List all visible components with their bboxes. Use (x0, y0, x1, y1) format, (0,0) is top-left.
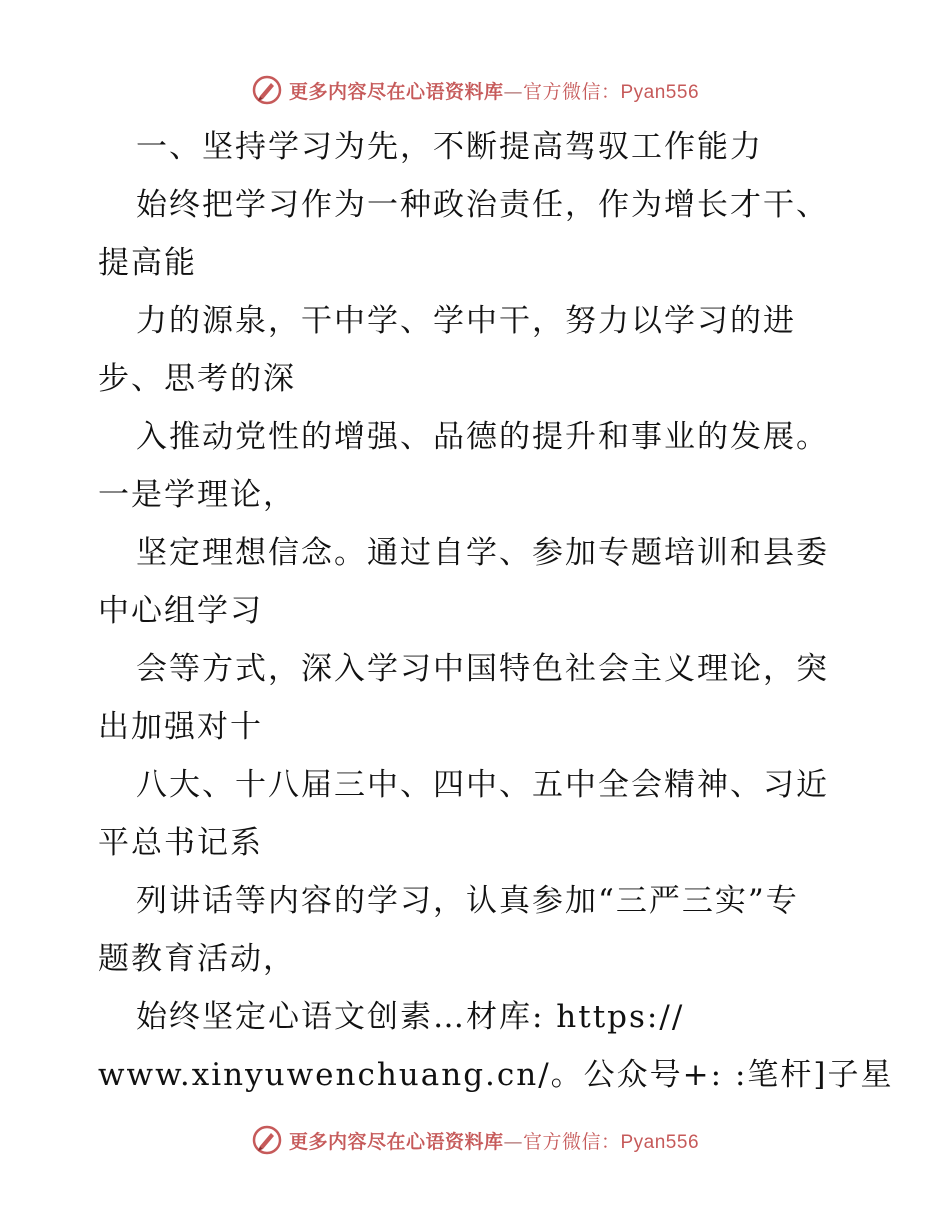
document-line: 始终把学习作为一种政治责任，作为增长才干、 (136, 187, 829, 223)
document-line: 步、思考的深 (98, 361, 296, 397)
bottom-banner (0, 1120, 950, 1160)
document-line: 入推动党性的增强、品德的提升和事业的发展。 (136, 419, 829, 455)
banner-wechat-handle: Pyan556 (620, 1131, 700, 1153)
banner-library-name: 更多内容尽在心语资料库 (288, 1130, 504, 1153)
banner-text (289, 77, 699, 104)
banner-wechat-handle: Pyan556 (620, 81, 700, 103)
banner-separator: — (503, 1130, 523, 1153)
document-line: 会等方式，深入学习中国特色社会主义理论，突 (136, 651, 829, 687)
document-line: www.xinyuwenchuang.cn/。公众号+: :笔杆]子星 (98, 1057, 894, 1093)
document-line: 一是学理论， (98, 477, 296, 513)
document-line: 始终坚定心语文创素…材库: https:// (136, 999, 685, 1035)
banner-text (289, 1127, 699, 1154)
document-line: 一、坚持学习为先，不断提高驾驭工作能力 (136, 129, 763, 165)
banner-separator: — (503, 80, 523, 103)
document-line: 坚定理想信念。通过自学、参加专题培训和县委 (136, 535, 829, 571)
banner-wechat-label: 官方微信： (522, 80, 621, 103)
banner-wechat-label: 官方微信： (522, 1130, 621, 1153)
document-line: 中心组学习 (98, 593, 263, 629)
document-line: 列讲话等内容的学习，认真参加“三严三实”专 (136, 883, 799, 919)
pen-logo-icon (251, 1124, 283, 1156)
top-banner (0, 70, 950, 110)
banner-library-name: 更多内容尽在心语资料库 (288, 80, 504, 103)
document-line: 力的源泉，干中学、学中干，努力以学习的进 (136, 303, 796, 339)
document-body (98, 118, 894, 1104)
pen-logo-icon (251, 74, 283, 106)
document-line: 八大、十八届三中、四中、五中全会精神、习近 (136, 767, 829, 803)
document-line: 提高能 (98, 245, 197, 281)
document-line: 平总书记系 (98, 825, 263, 861)
document-line: 题教育活动， (98, 941, 296, 977)
document-line: 出加强对十 (98, 709, 263, 745)
